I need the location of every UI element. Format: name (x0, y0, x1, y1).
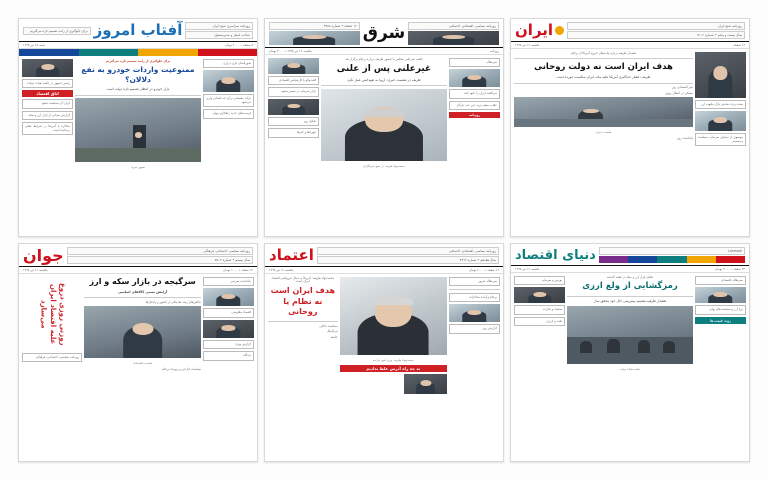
sun-icon (555, 26, 564, 35)
page-body (511, 49, 749, 149)
main-column (514, 52, 693, 146)
rail-photo (514, 287, 565, 303)
masthead-note: روزنامه سیاسی، اجتماعی، فرهنگی (67, 247, 253, 255)
right-rail (449, 277, 500, 394)
rail-item[interactable] (268, 128, 319, 137)
paper-logo: جوان (23, 245, 64, 265)
rail-item[interactable] (22, 99, 73, 108)
rail-item[interactable] (514, 317, 565, 326)
rail-photo (695, 111, 746, 131)
rail-item-text: گزارش میدانی از بازار ارز و سکه (28, 112, 71, 117)
paper-logo: شرق (362, 23, 406, 43)
masthead-note: روزنامه سیاسی، اقتصادی، اجتماعی (317, 247, 499, 255)
main-footer-banner[interactable]: به چه راه آدرس غلط ندادیم (340, 365, 447, 372)
color-band (19, 49, 257, 56)
masthead-note: ۱۶ صفحه • شماره ۳۴۸۸ (269, 22, 360, 30)
rail-item[interactable] (268, 117, 319, 126)
main-body-text: سیاست خارجی و پرونده برجام (162, 367, 201, 372)
rail-photo (449, 69, 500, 87)
main-photo (84, 306, 201, 358)
masthead (265, 244, 503, 267)
right-rail (203, 277, 254, 372)
rail-item-text: نرخ ارز و سیاست‌های پولی (709, 307, 743, 312)
masthead (19, 19, 257, 42)
dateline (265, 267, 503, 274)
main-headline[interactable]: رمزگشایی از ولع ارزی (582, 281, 678, 292)
rail-item-text: نفت و انرژی (546, 318, 563, 323)
rail-photo (449, 304, 500, 322)
rail-item[interactable] (203, 308, 254, 317)
rail-item-text: گفت‌وگو با کارشناس اقتصادی (278, 78, 317, 82)
masthead-note: سال بیست و پنجم • شماره ۷۱۰۲ (567, 31, 745, 39)
masthead-note: سال هفدهم • شماره ۴۴۱۲ (317, 256, 499, 264)
main-photo-caption: محمدجواد ظریف در جمع خبرنگاران (363, 163, 405, 168)
right-rail (695, 276, 746, 372)
rail-item[interactable] (203, 277, 254, 286)
rail-item-text: سرمقاله (486, 60, 497, 64)
paper-logo: ایران (515, 21, 554, 39)
rail-item-text: شورتاشان بازی درازی (223, 61, 251, 65)
rail-item-text: اقتصاد مقاومتی (231, 310, 251, 315)
rail-item[interactable] (22, 111, 73, 120)
main-kicker: برای جلوگیری از رانت تصمیم تازه می‌گیریم (105, 59, 171, 63)
rail-item-text: گزارش روز (482, 326, 497, 331)
main-photo (321, 89, 447, 161)
dateline (265, 48, 503, 55)
left-rail (268, 58, 319, 169)
rail-item[interactable] (695, 305, 746, 314)
rail-photo (695, 52, 746, 98)
main-subheadline: هشدار ظرفیت‌نشینیه پیش‌بینی حال خود محقق ساز (593, 299, 667, 304)
masthead-thumb (408, 31, 499, 45)
main-photo-caption: تصویر خبری (130, 165, 146, 170)
right-rail (449, 58, 500, 169)
dateline-right: شنبه ۱۵ تیر ۱۳۹۸ (23, 43, 45, 47)
page-body (265, 274, 503, 397)
rail-item-text: مذاکره با آمریکا در شرایط فعلی بی‌فایده است (25, 124, 71, 132)
dateline-right: یکشنبه ۱۶ تیر ۱۳۹۸ • ۳۰۰۰ تومان (269, 49, 312, 53)
rail-item-text: صنعت و تجارت (542, 307, 563, 312)
rail-item[interactable] (449, 89, 500, 98)
left-rail (514, 276, 565, 372)
rail-photo (695, 287, 746, 303)
rail-item-text: سیاست داخلی (319, 323, 338, 328)
rail-item[interactable] (695, 100, 746, 109)
masthead-thumb (269, 31, 360, 45)
main-kicker: محمدجواد ظریف: آمریکا به دنبال فروپاشی اقتصاد ایران است (271, 276, 335, 284)
masthead (511, 244, 749, 266)
dateline (511, 42, 749, 49)
dateline-left: ۱۶ صفحه (733, 43, 745, 47)
rail-item[interactable] (449, 277, 500, 286)
masthead (19, 244, 257, 267)
rail-item[interactable] (22, 353, 82, 362)
left-rail (22, 59, 73, 170)
masthead-side-notes (185, 22, 253, 39)
rail-item-text: گزارش ویژه (235, 341, 251, 346)
page-body (511, 273, 749, 375)
main-kicker: جلسه غیرعلنی مجلس با حضور ظریف درباره برجام برگزار شد (344, 57, 424, 61)
rail-item[interactable] (695, 133, 746, 146)
main-headline[interactable]: هدف ایران است نه نظام یا روحانی (270, 285, 335, 317)
main-column (84, 277, 201, 372)
dateline-right: یکشنبه ۱۶ تیر ۱۳۹۸ (515, 267, 540, 271)
rail-item[interactable] (695, 276, 746, 285)
masthead-note: روزنامه سراسری صبح ایران (185, 22, 253, 30)
dateline (19, 267, 257, 274)
rail-photo (203, 320, 254, 338)
rail-item-text: یارانه معیشتی برای چه کسانی واریز می‌شود (205, 96, 251, 104)
rail-photo (203, 288, 254, 306)
rail-banner[interactable]: اتاق اقتصاد (22, 90, 73, 97)
masthead-side-notes (567, 22, 745, 39)
main-column (567, 276, 693, 372)
rail-item[interactable] (203, 351, 254, 360)
rail-item[interactable] (514, 276, 565, 285)
newspaper-etemad[interactable] (264, 243, 504, 462)
main-headline[interactable]: غیرعلنی پس از علنی (336, 64, 432, 75)
rail-banner[interactable]: روند قیمت‌ها (695, 317, 746, 324)
masthead-side-notes (67, 247, 253, 264)
dateline-left: ۲۴ صفحه • ۳۰۰۰ تومان (715, 267, 745, 271)
rail-item[interactable] (268, 76, 319, 85)
dateline-right: یکشنبه ۱۶ تیر ۱۳۹۸ (269, 268, 294, 272)
rail-photo (22, 59, 73, 77)
page-body (19, 56, 257, 173)
dateline-left: ۱۶ صفحه • ۲۰۰۰ تومان (469, 268, 499, 272)
left-rail (268, 277, 338, 394)
masthead-note: صاحب امتیاز و مدیرمسئول (185, 31, 253, 39)
newspaper-donya-e-eqtesad[interactable] (510, 243, 750, 462)
main-headline[interactable]: ممنوعیت واردات خودرو به نفع دلالان؟ (81, 65, 195, 85)
newspaper-javan[interactable] (18, 243, 258, 462)
main-photo (567, 306, 693, 364)
right-rail (203, 59, 254, 170)
main-photo-caption: نشست اقتصادی (133, 361, 153, 366)
rail-item-text: موسوی از نمایش سرمایه، سیاست و تصمیم (697, 135, 743, 143)
rail-item[interactable] (449, 58, 500, 67)
rail-item-text: سرمقاله امروز (478, 279, 497, 283)
main-subheadline: آرامش نسبی کالاهای اساسی (117, 289, 168, 294)
color-band (599, 256, 745, 263)
masthead-kicker-box (23, 27, 91, 35)
main-column (321, 58, 447, 169)
main-body-text: یادداشت روز (676, 136, 693, 141)
masthead-note: سال بیستم • شماره ۵۷۰۲ (67, 256, 253, 264)
rail-item[interactable] (22, 122, 73, 135)
masthead-side-notes (599, 247, 745, 263)
main-subheadline: ظریف در نشست خبری: اروپا به تعهداتش عمل نکرد (347, 77, 421, 82)
rail-item-text: عقاب سفید پرید، این عدد بازنگر (456, 102, 497, 107)
rail-item[interactable] (22, 79, 73, 88)
rail-item-text: فرصت‌های جدید راهکاری پنهان (212, 111, 251, 116)
dateline-right: یکشنبه ۱۶ تیر ۱۳۹۸ (515, 43, 540, 47)
rail-item[interactable] (449, 293, 500, 302)
main-photo-caption: محمدجواد ظریف، وزیر امور خارجه (372, 358, 414, 362)
right-rail (695, 52, 746, 146)
main-column (75, 59, 201, 170)
dateline (19, 42, 257, 49)
newspaper-aftab-emrooz[interactable] (18, 18, 258, 237)
paper-logo: آفتاب امروز (93, 21, 183, 39)
rail-item-text: روزنامه سیاسی، اجتماعی، فرهنگی (35, 355, 80, 359)
page-body (19, 274, 257, 375)
main-photo (340, 277, 447, 355)
rail-item-text: یادداشت سردبیر (230, 279, 251, 283)
masthead-side-notes (408, 22, 499, 45)
rail-photo (268, 99, 319, 115)
main-kicker: تحلیل بازار ارز و سکه در هفته گذشته (606, 275, 654, 279)
main-body-text: تیتر اقتصادی روز (672, 85, 693, 90)
rail-item[interactable] (514, 305, 565, 314)
rail-item-text: بازار سرمایه در مسیر صعود (281, 89, 317, 94)
dateline-left: ۱۲ صفحه • ۱۰۰۰ تومان (223, 268, 253, 272)
main-body-text: مسکن در انتظار رونق (665, 90, 693, 95)
rail-item[interactable] (449, 324, 500, 333)
vertical-kicker: روزنی روزی دروغ علیه اقتصاد ایران می‌سازد (39, 282, 67, 346)
rail-item[interactable] (203, 94, 254, 107)
main-body-text: چالش‌های رشد نقدینگی در کشور و راه‌حل‌ها (145, 299, 201, 304)
dateline-left: ۸ صفحه • ۲۰۰۰ تومان (224, 43, 253, 47)
rail-item-text: ایران آی سیاست نشود (41, 101, 71, 106)
rail-item-text: دیدگاه (243, 353, 251, 358)
rail-item-text: سرمقاله اقتصادی (720, 278, 743, 282)
masthead-side-notes (317, 247, 499, 264)
secondary-photo (404, 374, 447, 394)
page-body (265, 55, 503, 172)
main-subheadline: بازار خودرو در انتظار تصمیم تازه دولت است (106, 87, 170, 92)
main-photo (514, 97, 693, 127)
masthead (265, 19, 503, 48)
masthead-side-notes (269, 22, 360, 45)
dateline-left: روزنامه (489, 49, 499, 53)
rail-item-text: پشت پرده نمایش بازار ملتهب ارز (701, 102, 743, 106)
newspaper-sharq[interactable] (264, 18, 504, 237)
dateline-right: یکشنبه ۱۶ تیر ۱۳۹۸ (23, 268, 48, 272)
rail-item[interactable] (203, 109, 254, 118)
newspaper-iran[interactable] (510, 18, 750, 237)
left-rail (22, 277, 82, 372)
rail-photo (203, 70, 254, 92)
rail-item-text: رئیس جمهور در جلسه هیات دولت: (26, 81, 71, 85)
main-photo-caption: جلسه هیات دولت (619, 366, 641, 371)
main-subheadline: ظریف: فشار حداکثری آمریکا علیه ملت ایران شکست خورده است (556, 75, 651, 80)
paper-logo: اعتماد (269, 246, 314, 264)
rail-item[interactable] (268, 87, 319, 96)
dateline (511, 266, 749, 273)
masthead-note: روزنامه صبح ایران (567, 22, 745, 30)
main-kicker: هشدار ظریف درباره پیامدهای خروج آمریکا از برجام (571, 51, 636, 55)
rail-item-text: بین‌الملل (326, 329, 338, 334)
main-photo-caption: نشست خبری (595, 130, 612, 135)
main-column (340, 277, 447, 394)
paper-logo: دنیای اقتصاد (515, 247, 596, 263)
ad-brand[interactable]: Lexmark (599, 247, 745, 255)
masthead (511, 19, 749, 42)
rail-photo (268, 58, 319, 74)
rail-item[interactable] (203, 340, 254, 349)
rail-item-text: تحلیل روز (303, 118, 317, 123)
rail-item-text: چهره‌ها و خبرها (296, 130, 317, 135)
rail-banner[interactable]: روزنامه (449, 112, 500, 118)
rail-item[interactable] (449, 101, 500, 110)
main-headline[interactable]: هدف ایران است نه دولت روحانی (534, 61, 673, 72)
rail-item-text: جامعه (330, 334, 338, 339)
rail-item[interactable] (203, 59, 254, 68)
main-photo (75, 98, 201, 162)
rail-item-text: بورس و سرمایه (542, 278, 563, 282)
main-headline[interactable]: سرگیجه در بازار سکه و ارز (89, 277, 196, 286)
masthead-kicker: برای جلوگیری از رانت تصمیم تازه می‌گیریم (23, 27, 91, 35)
rail-item-text: می‌گفتند ایران را نابود کنند (463, 91, 497, 96)
masthead-note: روزنامه سیاسی، اقتصادی، اجتماعی (408, 22, 499, 30)
rail-item-text: برجام و آینده مذاکرات (469, 294, 497, 299)
